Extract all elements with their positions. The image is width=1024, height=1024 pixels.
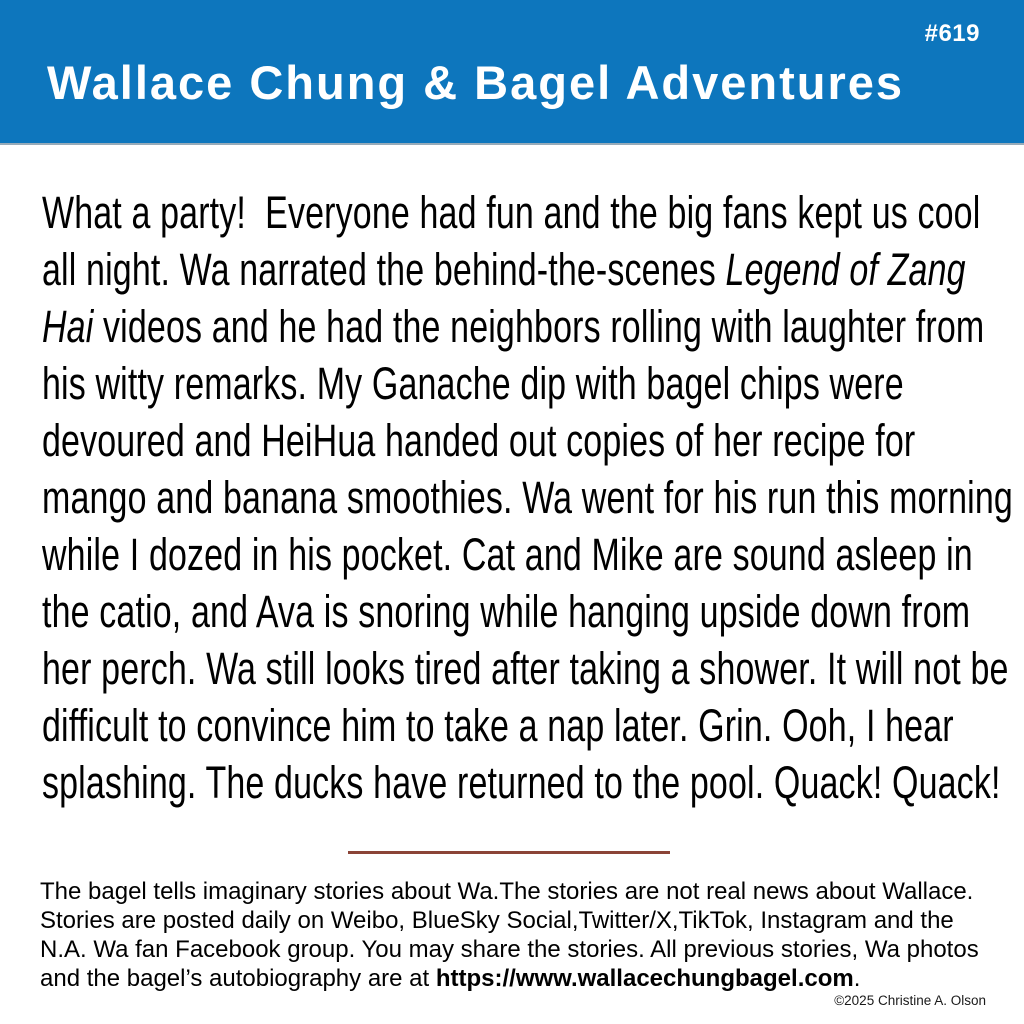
story-text bbox=[42, 184, 1024, 811]
header-banner bbox=[0, 0, 1024, 145]
divider-rule bbox=[348, 851, 670, 854]
footer-line bbox=[40, 906, 954, 935]
story-line bbox=[42, 298, 984, 355]
text-segment: and the bagel’s autobiography are at bbox=[40, 965, 436, 992]
website-url[interactable]: https://www.wallacechungbagel.com bbox=[435, 965, 854, 992]
text-segment: devoured and HeiHua handed out copies of her recipe for bbox=[42, 415, 916, 466]
story-line bbox=[42, 412, 915, 469]
text-segment: What a party! Everyone had fun and the big fans kept us cool bbox=[42, 187, 981, 238]
text-segment: difficult to convince him to take a nap later. Grin. Ooh, I hear bbox=[42, 700, 954, 751]
text-segment: The bagel tells imaginary stories about Wa.The stories are not real news about Wallace. bbox=[40, 878, 974, 905]
story-line bbox=[42, 754, 1001, 811]
text-segment: his witty remarks. My Ganache dip with bagel chips were bbox=[42, 358, 904, 409]
page-title: Wallace Chung & Bagel Adventures bbox=[47, 56, 905, 109]
text-segment: videos and he had the neighbors rolling with laughter from bbox=[93, 301, 985, 352]
copyright-text: ©2025 Christine A. Olson bbox=[834, 993, 986, 1008]
footer-disclaimer bbox=[40, 877, 979, 993]
footer-line bbox=[40, 877, 973, 906]
issue-number: #619 bbox=[924, 20, 980, 47]
text-segment: mango and banana smoothies. Wa went for his run this morning bbox=[42, 472, 1013, 523]
text-segment: Hai bbox=[42, 301, 94, 352]
story-line bbox=[42, 241, 966, 298]
story-line bbox=[42, 697, 954, 754]
text-segment: Legend of Zang bbox=[725, 244, 966, 295]
text-segment: the catio, and Ava is snoring while hanging upside down from bbox=[42, 586, 971, 637]
text-segment: all night. Wa narrated the behind-the-scenes bbox=[42, 244, 726, 295]
story-line bbox=[42, 640, 1009, 697]
text-segment: her perch. Wa still looks tired after taking a shower. It will not be bbox=[42, 643, 1009, 694]
story-line bbox=[42, 526, 973, 583]
story-line bbox=[42, 184, 980, 241]
story-line bbox=[42, 583, 970, 640]
story-line bbox=[42, 355, 904, 412]
story-line bbox=[42, 469, 1013, 526]
footer-line bbox=[40, 964, 860, 993]
text-segment: N.A. Wa fan Facebook group. You may share the stories. All previous stories, Wa photos bbox=[40, 936, 979, 963]
text-segment: splashing. The ducks have returned to the pool. Quack! Quack! bbox=[42, 757, 1001, 808]
footer-line bbox=[40, 935, 979, 964]
text-segment: Stories are posted daily on Weibo, BlueSky Social,Twitter/X,TikTok, Instagram and the bbox=[40, 907, 954, 934]
text-segment: while I dozed in his pocket. Cat and Mike are sound asleep in bbox=[42, 529, 973, 580]
text-segment: . bbox=[853, 965, 861, 992]
